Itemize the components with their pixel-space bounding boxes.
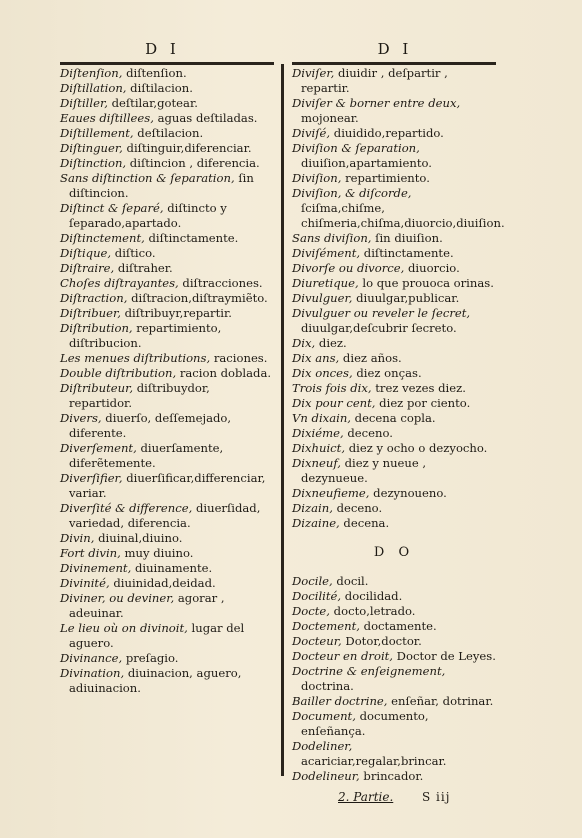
dictionary-entry <box>292 141 496 171</box>
dictionary-entry <box>60 201 274 231</box>
entry-headword: Diſtillation, <box>60 81 127 95</box>
entry-translation: dezynoueno. <box>369 486 447 500</box>
entry-headword: Vn dixain, <box>292 411 351 425</box>
dictionary-entry <box>292 501 496 516</box>
dictionary-entry <box>292 336 496 351</box>
entry-headword: Eaues diſtillees, <box>60 111 154 125</box>
entry-headword: Divinement, <box>60 561 132 575</box>
entry-translation: agorar , adeuinar. <box>69 591 225 620</box>
entry-headword: Dix ans, <box>292 351 340 365</box>
dictionary-entry <box>292 126 496 141</box>
dictionary-entry <box>292 261 496 276</box>
entry-translation: diſtribuydor, repartidor. <box>69 381 210 410</box>
entry-headword: Docile, <box>292 574 333 588</box>
entry-headword: Diſtribuer, <box>60 306 121 320</box>
entry-translation: diſtincto y ſeparado,apartado. <box>69 201 227 230</box>
entry-translation: diuinacion, aguero, adiuinacion. <box>69 666 242 695</box>
entry-translation: diez por ciento. <box>375 396 471 410</box>
entry-headword: Dixhuict, <box>292 441 346 455</box>
entry-headword: Diſtiller, <box>60 96 108 110</box>
entry-translation: diez. <box>315 336 347 350</box>
entry-translation: diſtinctamente. <box>144 231 239 245</box>
entry-translation: Dotor,doctor. <box>341 634 422 648</box>
entry-translation: deceno. <box>332 501 383 515</box>
entry-headword: Diſtinct & ſeparé, <box>60 201 164 215</box>
dictionary-entry <box>60 156 274 171</box>
dictionary-entry <box>60 141 274 156</box>
dictionary-entry <box>292 246 496 261</box>
entry-translation: ſin diuiſion. <box>371 231 443 245</box>
dictionary-entry <box>60 501 274 531</box>
entry-headword: Double diſtribution, <box>60 366 177 380</box>
dictionary-entry <box>292 456 496 486</box>
entry-translation: diuulgar,deſcubrir ſecreto. <box>301 321 457 335</box>
entry-headword: Docilité, <box>292 589 342 603</box>
entry-translation: diſtribuyr,repartir. <box>120 306 232 320</box>
dictionary-entry <box>60 171 274 201</box>
entry-headword: Fort divin, <box>60 546 121 560</box>
entry-headword: Bailler doctrine, <box>292 694 388 708</box>
entry-translation: docil. <box>332 574 369 588</box>
right-column-do-entries <box>292 574 496 784</box>
entry-headword: Divulguer ou reveler le ſecret, <box>292 306 471 320</box>
dictionary-entry <box>292 694 496 709</box>
entry-translation: lo que prouoca orinas. <box>358 276 494 290</box>
entry-translation: brincador. <box>359 769 424 783</box>
entry-headword: Diviſer, <box>292 66 335 80</box>
dictionary-entry <box>292 441 496 456</box>
entry-headword: Docte, <box>292 604 330 618</box>
dictionary-entry <box>60 576 274 591</box>
dictionary-entry <box>60 306 274 321</box>
dictionary-entry <box>60 111 274 126</box>
dictionary-entry <box>292 381 496 396</box>
dictionary-entry <box>292 664 496 694</box>
entry-headword: Docteur, <box>292 634 342 648</box>
part-label: 2. Partie. <box>338 790 394 804</box>
dictionary-entry <box>292 186 505 231</box>
entry-translation: diez y nueue , dezynueue. <box>301 456 427 485</box>
entry-translation: decena copla. <box>350 411 436 425</box>
entry-headword: Sans diſtinction & ſeparation, <box>60 171 235 185</box>
section-heading-do: D O <box>373 545 415 560</box>
entry-translation: diſtico. <box>111 246 156 260</box>
dictionary-entry <box>292 574 496 589</box>
entry-headword: Diviſément, <box>292 246 361 260</box>
dictionary-entry <box>60 441 274 471</box>
entry-headword: Diſtenſion, <box>60 66 123 80</box>
dictionary-entry <box>60 321 274 351</box>
dictionary-entry <box>292 411 496 426</box>
entry-headword: Diverſité & difference, <box>60 501 193 515</box>
dictionary-entry <box>60 351 274 366</box>
entry-translation: repartimiento. <box>341 171 430 185</box>
entry-headword: Diſtillement, <box>60 126 134 140</box>
entry-translation: diuinidad,deidad. <box>109 576 216 590</box>
entry-headword: Diſtributeur, <box>60 381 134 395</box>
entry-headword: Dizaine, <box>292 516 340 530</box>
entry-translation: deſtilar,gotear. <box>107 96 198 110</box>
dictionary-entry <box>60 366 274 381</box>
dictionary-entry <box>292 516 496 531</box>
dictionary-entry <box>292 486 496 501</box>
entry-headword: Dix onces, <box>292 366 353 380</box>
dictionary-entry <box>292 649 496 664</box>
dictionary-entry <box>60 411 274 441</box>
entry-headword: Diviſion, & diſcorde, <box>292 186 412 200</box>
running-header-left: D I <box>145 40 180 58</box>
dictionary-entry <box>60 666 274 696</box>
entry-translation: diuerſamente, diferẽtemente. <box>69 441 224 470</box>
dictionary-entry <box>292 604 496 619</box>
entry-translation: diſtinctamente. <box>360 246 454 260</box>
entry-translation: diſtracion,diſtraymiẽto. <box>127 291 268 305</box>
header-rule-left <box>60 62 274 65</box>
dictionary-entry <box>292 709 496 739</box>
entry-translation: diuinamente. <box>131 561 213 575</box>
dictionary-entry <box>292 171 496 186</box>
entry-translation: enſeñar, dotrinar. <box>387 694 494 708</box>
column-divider <box>281 64 284 776</box>
dictionary-entry <box>292 276 496 291</box>
right-column-di-entries <box>292 66 505 531</box>
entry-headword: Divorſe ou divorce, <box>292 261 405 275</box>
dictionary-entry <box>292 306 496 336</box>
dictionary-entry <box>292 769 496 784</box>
dictionary-entry <box>292 351 496 366</box>
entry-translation: diſtincion , diferencia. <box>126 156 260 170</box>
entry-translation: diſtilacion. <box>126 81 193 95</box>
entry-headword: Dix pour cent, <box>292 396 376 410</box>
dictionary-entry <box>60 291 274 306</box>
entry-translation: ſin diſtincion. <box>69 171 254 200</box>
entry-translation: diez onças. <box>352 366 422 380</box>
entry-translation: muy diuino. <box>120 546 194 560</box>
entry-headword: Diſtique, <box>60 246 112 260</box>
entry-translation: trez vezes diez. <box>371 381 466 395</box>
entry-headword: Dix, <box>292 336 316 350</box>
dictionary-entry <box>60 531 274 546</box>
entry-translation: acariciar,regalar,brincar. <box>301 754 447 768</box>
entry-translation: decena. <box>339 516 390 530</box>
dictionary-entry <box>60 246 274 261</box>
entry-translation: diſtenſion. <box>122 66 187 80</box>
dictionary-entry <box>292 396 496 411</box>
dictionary-entry <box>60 561 274 576</box>
entry-translation: racion doblada. <box>176 366 272 380</box>
entry-headword: Divinité, <box>60 576 110 590</box>
entry-translation: diſtinguir,diferenciar. <box>122 141 252 155</box>
dictionary-entry <box>292 96 496 126</box>
entry-translation: documento, enſeñança. <box>301 709 429 738</box>
dictionary-entry <box>292 426 496 441</box>
entry-translation: diuerſidad, variedad, diferencia. <box>69 501 261 530</box>
entry-translation: docilidad. <box>341 589 403 603</box>
dictionary-entry <box>60 276 274 291</box>
entry-headword: Divinance, <box>60 651 123 665</box>
dictionary-entry <box>292 231 496 246</box>
dictionary-entry <box>292 619 496 634</box>
entry-headword: Les menues diſtributions, <box>60 351 211 365</box>
right-column <box>292 66 505 784</box>
entry-headword: Document, <box>292 709 356 723</box>
entry-translation: mojonear. <box>301 111 359 125</box>
entry-translation: diuiſion,apartamiento. <box>301 156 432 170</box>
entry-translation: diuinal,diuino. <box>94 531 183 545</box>
entry-headword: Diviner, ou deviner, <box>60 591 175 605</box>
entry-translation: lugar del aguero. <box>69 621 245 650</box>
dictionary-entry <box>292 366 496 381</box>
entry-headword: Diviſé, <box>292 126 331 140</box>
entry-translation: diuorcio. <box>404 261 460 275</box>
dictionary-entry <box>60 591 274 621</box>
entry-translation: diez años. <box>339 351 402 365</box>
entry-translation: raciones. <box>210 351 268 365</box>
entry-translation: diuerſificar,differenciar, variar. <box>69 471 266 500</box>
entry-headword: Choſes diſtrayantes, <box>60 276 179 290</box>
entry-headword: Diſtinction, <box>60 156 127 170</box>
entry-translation: diuulgar,publicar. <box>352 291 460 305</box>
entry-headword: Divin, <box>60 531 95 545</box>
entry-translation: diſtraher. <box>114 261 173 275</box>
entry-headword: Divination, <box>60 666 125 680</box>
dictionary-entry <box>60 546 274 561</box>
entry-translation: Doctor de Leyes. <box>393 649 496 663</box>
dictionary-entry <box>292 589 496 604</box>
entry-headword: Doctrine & enſeignement, <box>292 664 446 678</box>
entry-translation: diſtracciones. <box>178 276 263 290</box>
entry-translation: doctrina. <box>301 679 354 693</box>
entry-headword: Diſtribution, <box>60 321 133 335</box>
entry-headword: Divers, <box>60 411 102 425</box>
entry-headword: Trois fois dix, <box>292 381 372 395</box>
entry-translation: preſagio. <box>122 651 179 665</box>
entry-headword: Dodelineur, <box>292 769 360 783</box>
entry-translation: aguas deſtiladas. <box>153 111 258 125</box>
dictionary-entry <box>60 651 274 666</box>
dictionary-entry <box>60 471 274 501</box>
entry-headword: Sans diviſion, <box>292 231 372 245</box>
entry-translation: diuidir , deſpartir , repartir. <box>301 66 448 95</box>
dictionary-entry <box>60 66 274 81</box>
entry-headword: Dodeliner, <box>292 739 353 753</box>
entry-headword: Doctement, <box>292 619 360 633</box>
dictionary-entry <box>60 381 274 411</box>
header-rule-right <box>292 62 496 65</box>
entry-translation: repartimiento, diſtribucion. <box>69 321 222 350</box>
entry-headword: Diviſer & borner entre deux, <box>292 96 461 110</box>
entry-headword: Docteur en droit, <box>292 649 393 663</box>
entry-translation: doctamente. <box>359 619 437 633</box>
entry-headword: Diſtraction, <box>60 291 128 305</box>
dictionary-entry <box>60 231 274 246</box>
entry-translation: deceno. <box>343 426 393 440</box>
entry-headword: Dizain, <box>292 501 333 515</box>
entry-translation: docto,letrado. <box>329 604 416 618</box>
entry-headword: Diſtraire, <box>60 261 115 275</box>
dictionary-entry <box>60 261 274 276</box>
entry-headword: Diuretique, <box>292 276 359 290</box>
dictionary-entry <box>292 291 496 306</box>
dictionary-entry <box>60 621 274 651</box>
entry-translation: diuerſo, deſſemejado, diferente. <box>69 411 232 440</box>
entry-headword: Diverſement, <box>60 441 137 455</box>
dictionary-entry <box>60 126 274 141</box>
dictionary-entry <box>292 66 496 96</box>
dictionary-entry <box>292 634 496 649</box>
entry-translation: diez y ocho o dezyocho. <box>345 441 488 455</box>
entry-headword: Dixneuf, <box>292 456 341 470</box>
running-header-right: D I <box>377 40 413 58</box>
entry-headword: Le lieu où on divinoit, <box>60 621 188 635</box>
entry-headword: Diſtinctement, <box>60 231 145 245</box>
entry-translation: ſciſma,chiſme, chiſmeria,chiſma,diuorcio,diuiſion. <box>301 201 505 230</box>
dictionary-entry <box>292 739 496 769</box>
entry-headword: Dixiéme, <box>292 426 344 440</box>
entry-headword: Diviſion & ſeparation, <box>292 141 420 155</box>
entry-translation: diuidido,repartido. <box>330 126 444 140</box>
signature-mark: S iij <box>422 790 451 804</box>
entry-headword: Divulguer, <box>292 291 353 305</box>
dictionary-entry <box>60 96 274 111</box>
entry-headword: Dixneufieme, <box>292 486 370 500</box>
entry-translation: deſtilacion. <box>133 126 204 140</box>
entry-headword: Diſtinguer, <box>60 141 123 155</box>
left-column <box>60 66 274 696</box>
entry-headword: Diviſion, <box>292 171 342 185</box>
dictionary-entry <box>60 81 274 96</box>
entry-headword: Diverſifier, <box>60 471 123 485</box>
